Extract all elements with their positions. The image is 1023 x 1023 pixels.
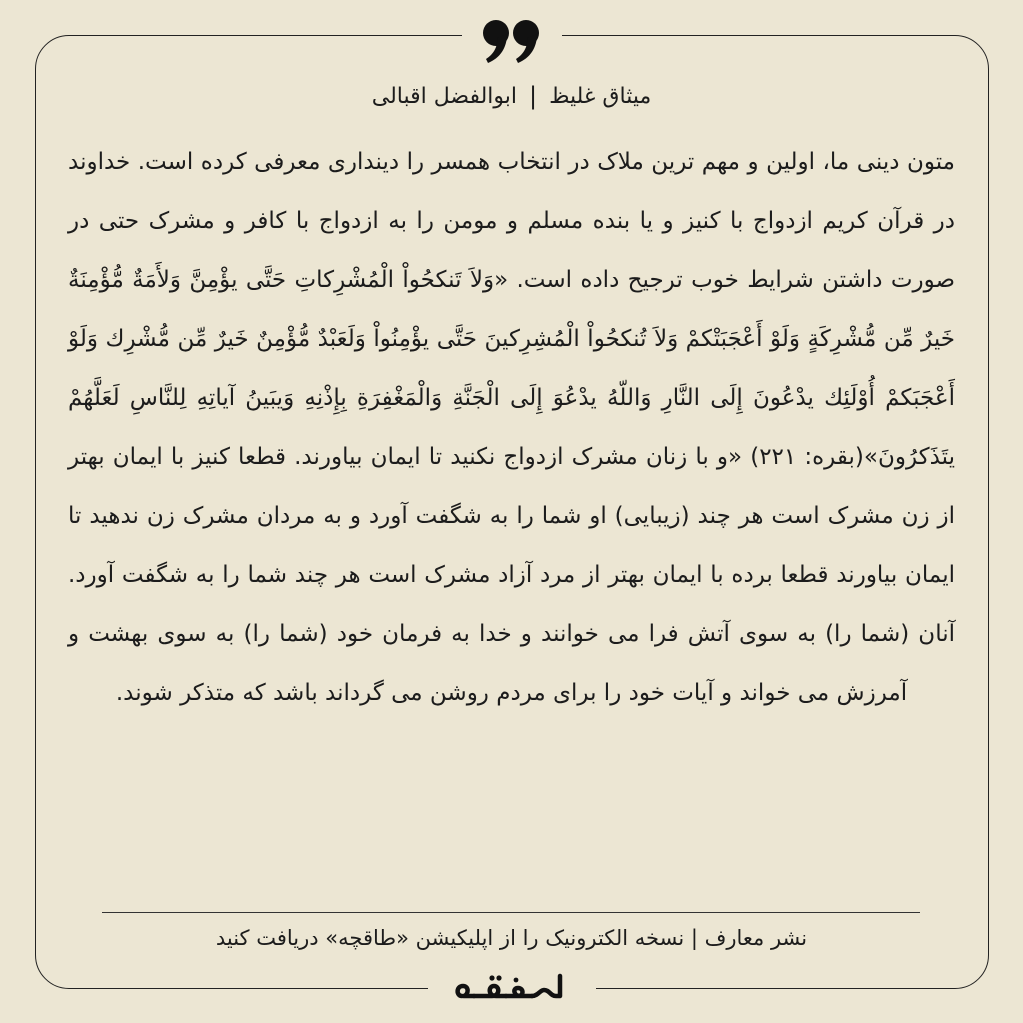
quote-icon xyxy=(476,12,548,72)
book-title: میثاق غلیظ xyxy=(549,83,652,109)
header-separator: | xyxy=(529,82,538,110)
book-header xyxy=(70,76,953,116)
book-author: ابوالفضل اقبالی xyxy=(371,83,518,109)
taaghche-logo xyxy=(452,968,572,1004)
quote-body-text: متون دینی ما، اولین و مهم ترین ملاک در انتخاب همسر را دینداری معرفی کرده است. خداوند در قرآن کریم ازدواج با کنیز و یا بنده مسلم و مومن را به ازدواج با کافر و مشرک حتی در صورت داشتن شرایط خوب ترجیح داده است. «وَلاَ تَنكحُواْ الْمُشْرِكاتِ حَتَّى يؤْمِنَّ وَلأَمَةٌ مُّؤْمِنَةٌ خَيرٌ مِّن مُّشْرِكَةٍ وَلَوْ أَعْجَبَتْكمْ وَلاَ تُنكحُواْ الْمُشِرِكينَ حَتَّى يؤْمِنُواْ وَلَعَبْدٌ مُّؤْمِنٌ خَيرٌ مِّن مُّشْرِك وَلَوْ أَعْجَبَكمْ أُوْلَئِك يدْعُونَ إِلَى النَّارِ وَاللّهُ يدْعُوَ إِلَى الْجَنَّةِ وَالْمَغْفِرَةِ بِإِذْنِهِ وَيبَينُ آياتِهِ لِلنَّاسِ لَعَلَّهُمْ يتَذَكرُونَ»(بقره: ۲۲۱) «و با زنان مشرک ازدواج نکنید تا ایمان بیاورند. قطعا کنیز با ایمان بهتر از زن مشرک است هر چند (زیبایی) او شما را به شگفت آورد و به مردان مشرک زن ندهید تا ایمان بیاورند قطعا برده با ایمان بهتر از مرد آزاد مشرک است هر چند شما را به شگفت آورد. آنان (شما را) به سوی آتش فرا می خوانند و خدا به فرمان خود (شما را) به سوی بهشت و آمرزش می خواند و آیات خود را برای مردم روشن می گرداند باشد که متذکر شوند. xyxy=(68,149,955,706)
footer-divider xyxy=(102,912,920,913)
publisher-footer: نشر معارف | نسخه الکترونیک را از اپلیکیشن «طاقچه» دریافت کنید xyxy=(215,926,808,950)
